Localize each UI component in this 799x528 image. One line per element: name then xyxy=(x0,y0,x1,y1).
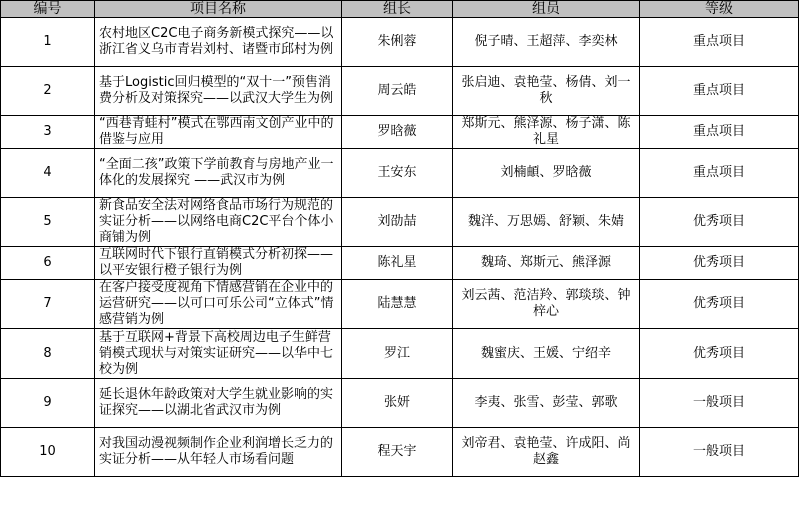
row-title: 基于Logistic回归模型的“双十一”预售消费分析及对策探究——以武汉大学生为例 xyxy=(95,67,342,116)
header-leader: 组长 xyxy=(342,1,453,18)
row-members: 魏蜜庆、王媛、宁绍辛 xyxy=(453,329,640,379)
row-members: 魏洋、万思嫣、舒颖、朱婧 xyxy=(453,198,640,247)
row-members: 倪子晴、王超萍、李奕林 xyxy=(453,18,640,67)
row-members: 李夷、张雪、彭莹、郭歌 xyxy=(453,379,640,428)
table-row xyxy=(1,149,799,198)
row-leader: 罗江 xyxy=(342,329,453,379)
row-id: 10 xyxy=(1,428,95,477)
table-row xyxy=(1,116,799,149)
row-level: 一般项目 xyxy=(640,428,799,477)
header-title: 项目名称 xyxy=(95,1,342,18)
row-id: 3 xyxy=(1,116,95,149)
table-row xyxy=(1,18,799,67)
row-level: 重点项目 xyxy=(640,149,799,198)
row-leader: 陆慧慧 xyxy=(342,280,453,329)
row-leader: 王安东 xyxy=(342,149,453,198)
row-members: 刘云茜、范洁羚、郭琰琰、钟梓心 xyxy=(453,280,640,329)
row-level: 重点项目 xyxy=(640,116,799,149)
row-leader: 罗晗薇 xyxy=(342,116,453,149)
row-leader: 刘劭喆 xyxy=(342,198,453,247)
row-title: “西巷青蛙村”模式在鄂西南文创产业中的借鉴与应用 xyxy=(95,116,342,149)
row-level: 重点项目 xyxy=(640,67,799,116)
table-row xyxy=(1,247,799,280)
header-members: 组员 xyxy=(453,1,640,18)
row-level: 优秀项目 xyxy=(640,329,799,379)
row-members: 刘楠頔、罗晗薇 xyxy=(453,149,640,198)
row-id: 4 xyxy=(1,149,95,198)
row-title: 基于互联网+背景下高校周边电子生鲜营销模式现状与对策实证研究——以华中七校为例 xyxy=(95,329,342,379)
row-level: 优秀项目 xyxy=(640,247,799,280)
table-row xyxy=(1,198,799,247)
row-leader: 周云皓 xyxy=(342,67,453,116)
row-title: 在客户接受度视角下情感营销在企业中的运营研究——以可口可乐公司“立体式”情感营销为例 xyxy=(95,280,342,329)
row-id: 8 xyxy=(1,329,95,379)
row-title: “全面二孩”政策下学前教育与房地产业一体化的发展探究 ——武汉市为例 xyxy=(95,149,342,198)
row-title: 延长退休年龄政策对大学生就业影响的实证探究——以湖北省武汉市为例 xyxy=(95,379,342,428)
table-row xyxy=(1,379,799,428)
row-level: 一般项目 xyxy=(640,379,799,428)
row-title: 对我国动漫视频制作企业利润增长乏力的实证分析——从年轻人市场看问题 xyxy=(95,428,342,477)
header-level: 等级 xyxy=(640,1,799,18)
header-row xyxy=(1,1,799,18)
row-level: 优秀项目 xyxy=(640,280,799,329)
row-leader: 张妍 xyxy=(342,379,453,428)
header-id: 编号 xyxy=(1,1,95,18)
row-title: 新食品安全法对网络食品市场行为规范的实证分析——以网络电商C2C平台个体小商铺为例 xyxy=(95,198,342,247)
row-id: 2 xyxy=(1,67,95,116)
row-members: 魏琦、郑斯元、熊泽源 xyxy=(453,247,640,280)
row-members: 刘帝君、袁艳莹、许成阳、尚赵鑫 xyxy=(453,428,640,477)
row-members: 郑斯元、熊泽源、杨子潇、陈礼星 xyxy=(453,116,640,149)
row-leader: 朱俐蓉 xyxy=(342,18,453,67)
table-row xyxy=(1,280,799,329)
row-leader: 陈礼星 xyxy=(342,247,453,280)
row-id: 9 xyxy=(1,379,95,428)
row-id: 7 xyxy=(1,280,95,329)
row-leader: 程天宇 xyxy=(342,428,453,477)
row-id: 1 xyxy=(1,18,95,67)
row-id: 5 xyxy=(1,198,95,247)
row-level: 优秀项目 xyxy=(640,198,799,247)
row-title: 互联网时代下银行直销模式分析初探——以平安银行橙子银行为例 xyxy=(95,247,342,280)
row-members: 张启迪、袁艳莹、杨倩、刘一秋 xyxy=(453,67,640,116)
row-level: 重点项目 xyxy=(640,18,799,67)
table-row xyxy=(1,329,799,379)
row-id: 6 xyxy=(1,247,95,280)
table-row xyxy=(1,67,799,116)
table-row xyxy=(1,428,799,477)
row-title: 农村地区C2C电子商务新模式探究——以浙江省义乌市青岩刘村、诸暨市邱村为例 xyxy=(95,18,342,67)
